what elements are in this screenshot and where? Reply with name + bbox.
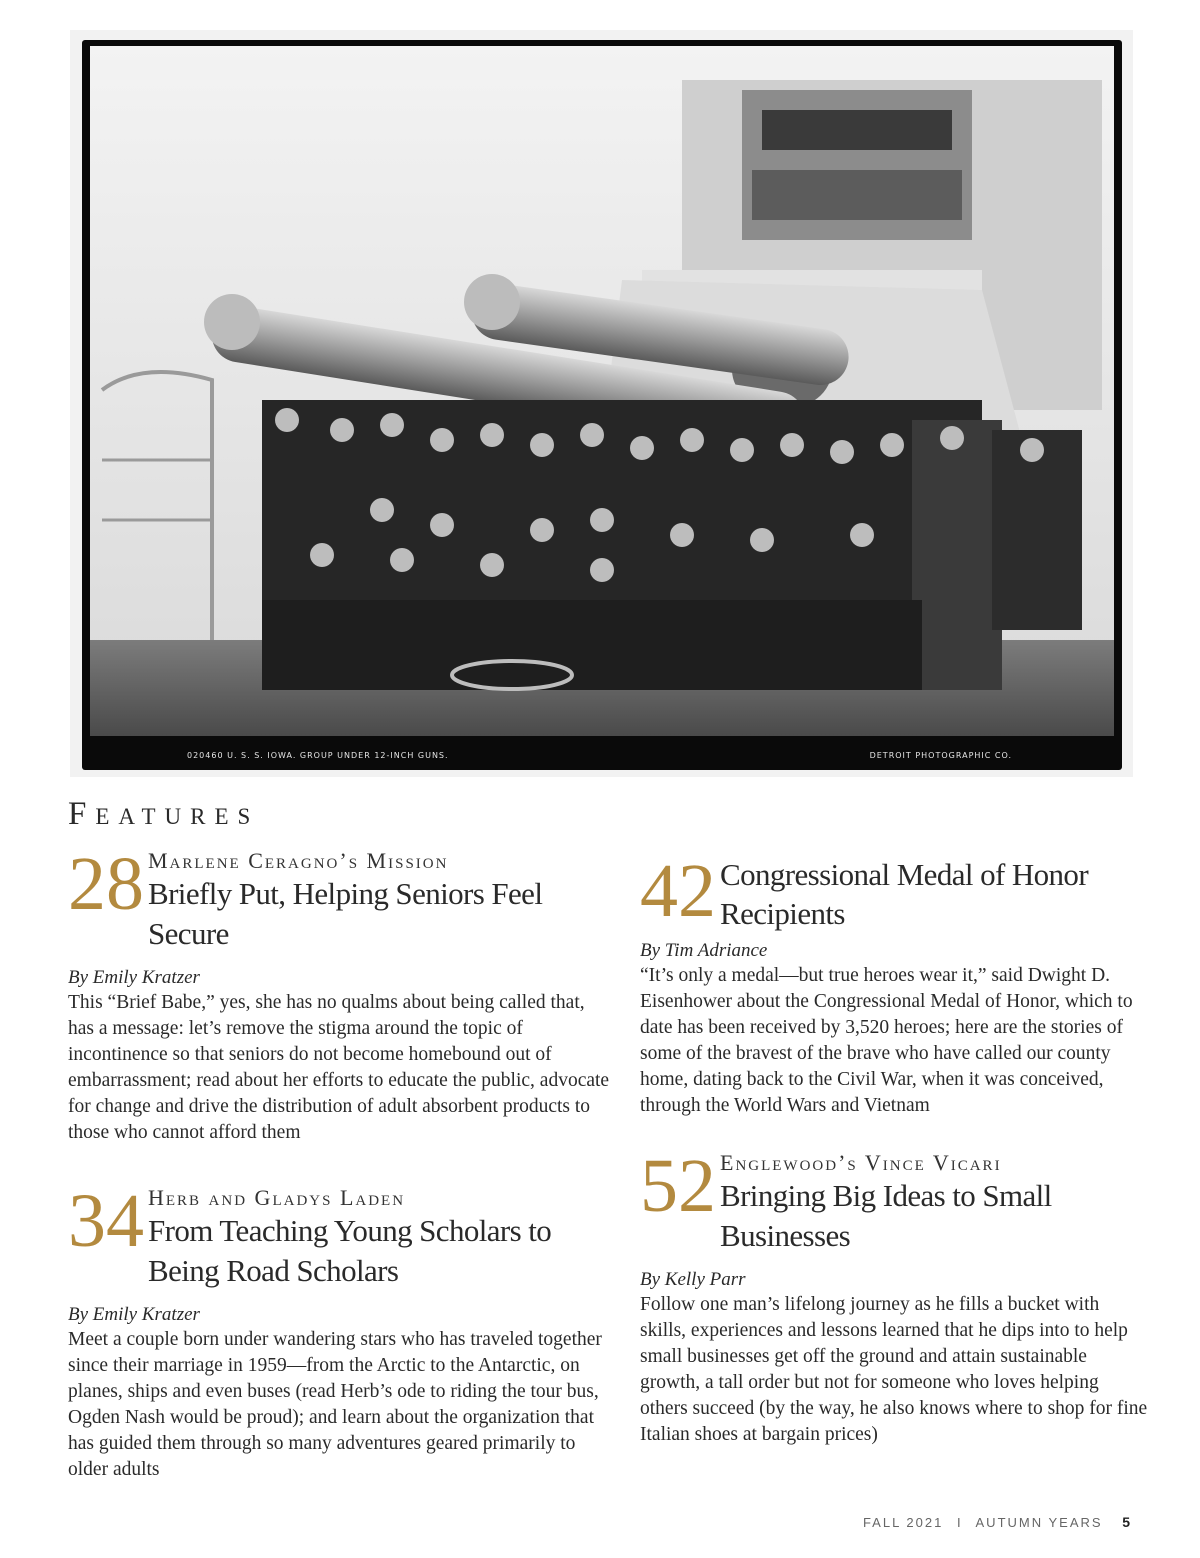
feature-item-52[interactable]	[640, 1144, 1150, 1448]
feature-kicker: Marlene Ceragno’s Mission	[148, 848, 449, 873]
magazine-name: AUTUMN YEARS	[975, 1515, 1103, 1530]
feature-page-number: 28	[68, 842, 144, 926]
section-title: Features	[68, 796, 260, 832]
feature-byline: By Tim Adriance	[640, 940, 768, 961]
photo-plate-caption: 020460 U. S. S. IOWA. GROUP UNDER 12-INCH GUNS.	[187, 751, 449, 760]
feature-byline: By Emily Kratzer	[68, 967, 200, 988]
feature-headline: Congressional Medal of Honor Recipients	[720, 857, 1089, 931]
feature-headline: Bringing Big Ideas to Small Businesses	[720, 1178, 1052, 1253]
feature-description: “It’s only a medal—but true heroes wear it,” said Dwight D. Eisenhower about the Congressional Medal of Honor, which to date has been received by 3,520 heroes; here are the stories of some of the bravest of the brave who have called our county home, dating back to the Civil War, when it was conceived, through the World Wars and Vietnam	[640, 965, 1133, 1116]
feature-page-number: 52	[640, 1144, 716, 1228]
feature-byline: By Emily Kratzer	[68, 1304, 200, 1325]
feature-item-34[interactable]	[68, 1179, 613, 1483]
feature-kicker: Herb and Gladys Laden	[148, 1185, 406, 1210]
photo-credit: DETROIT PHOTOGRAPHIC CO.	[869, 751, 1012, 760]
feature-description: Follow one man’s lifelong journey as he fills a bucket with skills, experiences and lessons learned that he dips into to help small businesses get off the ground and attain sustainable growth, a tall order but not for someone who loves helping others succeed (by the way, he also knows where to shop for fine Italian shoes at bargain prices)	[640, 1294, 1148, 1445]
feature-description: Meet a couple born under wandering stars who has traveled together since their marriage in 1959—from the Arctic to the Antarctic, on planes, ships and even buses (read Herb’s ode to riding the tour bus, Ogden Nash would be proud); and learn about the organization that has guided them through so many adventures geared primarily to older adults	[68, 1329, 602, 1480]
feature-byline: By Kelly Parr	[640, 1269, 746, 1290]
feature-page-number: 42	[640, 849, 716, 933]
page-number: 5	[1122, 1514, 1132, 1530]
issue-label: FALL 2021	[862, 1515, 944, 1530]
feature-item-42[interactable]	[640, 849, 1150, 1119]
feature-kicker: Englewood’s Vince Vicari	[720, 1150, 1002, 1175]
feature-headline: From Teaching Young Scholars to Being Road Scholars	[148, 1213, 552, 1288]
cover-photo-frame	[70, 30, 1133, 777]
sailors-under-guns-illustration	[82, 40, 1122, 770]
feature-page-number: 34	[68, 1179, 144, 1263]
footer-separator: I	[956, 1515, 963, 1530]
feature-item-28[interactable]	[68, 842, 613, 1146]
page-footer	[863, 1514, 1132, 1530]
historic-ship-photo	[82, 40, 1122, 770]
feature-description: This “Brief Babe,” yes, she has no qualms about being called that, has a message: let’s remove the stigma around the topic of incontinence so that seniors do not become homebound out of embarrassment; read about her efforts to educate the public, advocate for change and drive the distribution of adult absorbent products to those who cannot afford them	[68, 992, 610, 1143]
feature-headline: Briefly Put, Helping Seniors Feel Secure	[148, 876, 543, 951]
